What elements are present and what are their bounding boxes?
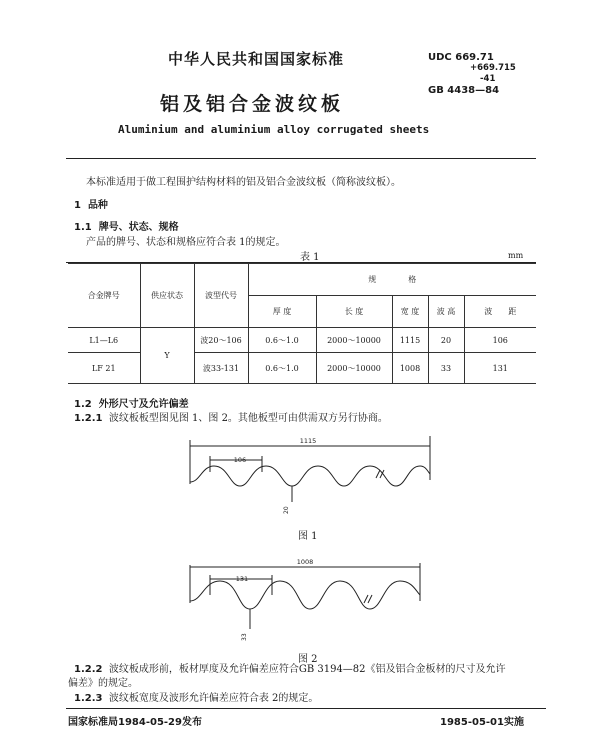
section-1-1-text: 产品的牌号、状态和规格应符合表 1的规定。 xyxy=(86,237,286,248)
section-1-2-2-line-1: 波纹板成形前，板材厚度及允许偏差应符合GB 3194—82《铝及铝合金板材的尺寸及允许 xyxy=(108,664,506,675)
col-header-code: 波型代号 xyxy=(194,264,248,328)
cell-code: 波20～106 xyxy=(194,328,248,353)
section-1-1-title: 牌号、状态、规格 xyxy=(98,222,179,233)
col-header-spec: 规 格 xyxy=(248,264,536,296)
col-header-thickness: 厚 度 xyxy=(248,296,316,328)
effective-date: 1985-05-01实施 xyxy=(440,717,524,728)
section-1-1-heading xyxy=(74,218,179,233)
document-title-en: Aluminium and aluminium alloy corrugated sheets xyxy=(118,123,430,136)
section-1-heading xyxy=(74,196,108,211)
section-1-2-heading xyxy=(74,395,189,410)
section-1-2-3 xyxy=(74,689,318,704)
header-divider xyxy=(66,158,536,159)
col-header-temper: 供应状态 xyxy=(140,264,194,328)
figure-2-height-dimension: 33 xyxy=(241,633,248,641)
figure-1-height-dimension: 20 xyxy=(283,506,290,514)
udc-line-2: +669.715 xyxy=(470,63,516,73)
udc-line-1: UDC 669.71 xyxy=(428,52,494,63)
cell-pitch: 131 xyxy=(464,353,536,384)
intro-paragraph: 本标准适用于做工程围护结构材料的铝及铝合金波纹板（简称波纹板）。 xyxy=(86,177,401,188)
udc-classification xyxy=(428,52,516,96)
col-header-pitch: 波 距 xyxy=(464,296,536,328)
gb-code: GB 4438—84 xyxy=(428,85,500,96)
cell-grade: L1—L6 xyxy=(68,328,140,353)
document-title-cn: 铝及铝合金波纹板 xyxy=(160,93,345,115)
table-1-unit: mm xyxy=(508,251,524,260)
table-row xyxy=(68,328,536,353)
col-header-length: 长 度 xyxy=(316,296,392,328)
cell-grade: LF 21 xyxy=(68,353,140,384)
cell-length: 2000～10000 xyxy=(316,328,392,353)
cell-width: 1008 xyxy=(392,353,428,384)
section-1-2-title: 外形尺寸及允许偏差 xyxy=(98,399,189,410)
issue-date: 国家标准局1984-05-29发布 xyxy=(68,717,202,728)
col-header-width: 宽 度 xyxy=(392,296,428,328)
cell-pitch: 106 xyxy=(464,328,536,353)
col-header-grade: 合金牌号 xyxy=(68,264,140,328)
figure-1-caption: 图 1 xyxy=(298,531,318,542)
section-1-2-1-text: 波纹板板型图见图 1、图 2。其他板型可由供需双方另行协商。 xyxy=(108,413,388,424)
udc-line-3: -41 xyxy=(480,74,496,84)
figure-2-overall-dimension: 1008 xyxy=(296,558,314,566)
section-1-2-1 xyxy=(74,409,388,424)
cell-width: 1115 xyxy=(392,328,428,353)
section-1-number: 1 xyxy=(74,200,81,211)
cell-height: 20 xyxy=(428,328,464,353)
cell-temper: Y xyxy=(140,328,194,384)
figure-2-profile xyxy=(180,555,440,647)
section-1-2-2-number: 1.2.2 xyxy=(74,664,103,675)
table-1 xyxy=(68,263,536,384)
figure-1-overall-dimension: 1115 xyxy=(299,437,317,445)
footer-divider xyxy=(66,708,546,709)
table-row xyxy=(68,353,536,384)
cell-thickness: 0.6～1.0 xyxy=(248,328,316,353)
issuing-organization: 中华人民共和国国家标准 xyxy=(168,50,345,68)
section-1-2-2-line-2: 偏差》的规定。 xyxy=(68,678,138,689)
section-1-1-number: 1.1 xyxy=(74,222,92,233)
cell-code: 波33-131 xyxy=(194,353,248,384)
section-1-2-3-text: 波纹板宽度及波形允许偏差应符合表 2的规定。 xyxy=(108,693,319,704)
cell-thickness: 0.6～1.0 xyxy=(248,353,316,384)
figure-2-caption: 图 2 xyxy=(298,654,318,665)
figure-1-pitch-dimension: 106 xyxy=(233,456,247,464)
table-1-caption: 表 1 xyxy=(300,252,320,263)
cell-height: 33 xyxy=(428,353,464,384)
section-1-title: 品种 xyxy=(87,200,108,211)
section-1-2-1-number: 1.2.1 xyxy=(74,413,103,424)
col-header-height: 波 高 xyxy=(428,296,464,328)
figure-1-profile xyxy=(180,428,440,520)
cell-length: 2000～10000 xyxy=(316,353,392,384)
section-1-2-number: 1.2 xyxy=(74,399,92,410)
figure-2-pitch-dimension: 131 xyxy=(235,575,249,583)
section-1-2-3-number: 1.2.3 xyxy=(74,693,103,704)
section-1-2-2 xyxy=(74,660,506,675)
